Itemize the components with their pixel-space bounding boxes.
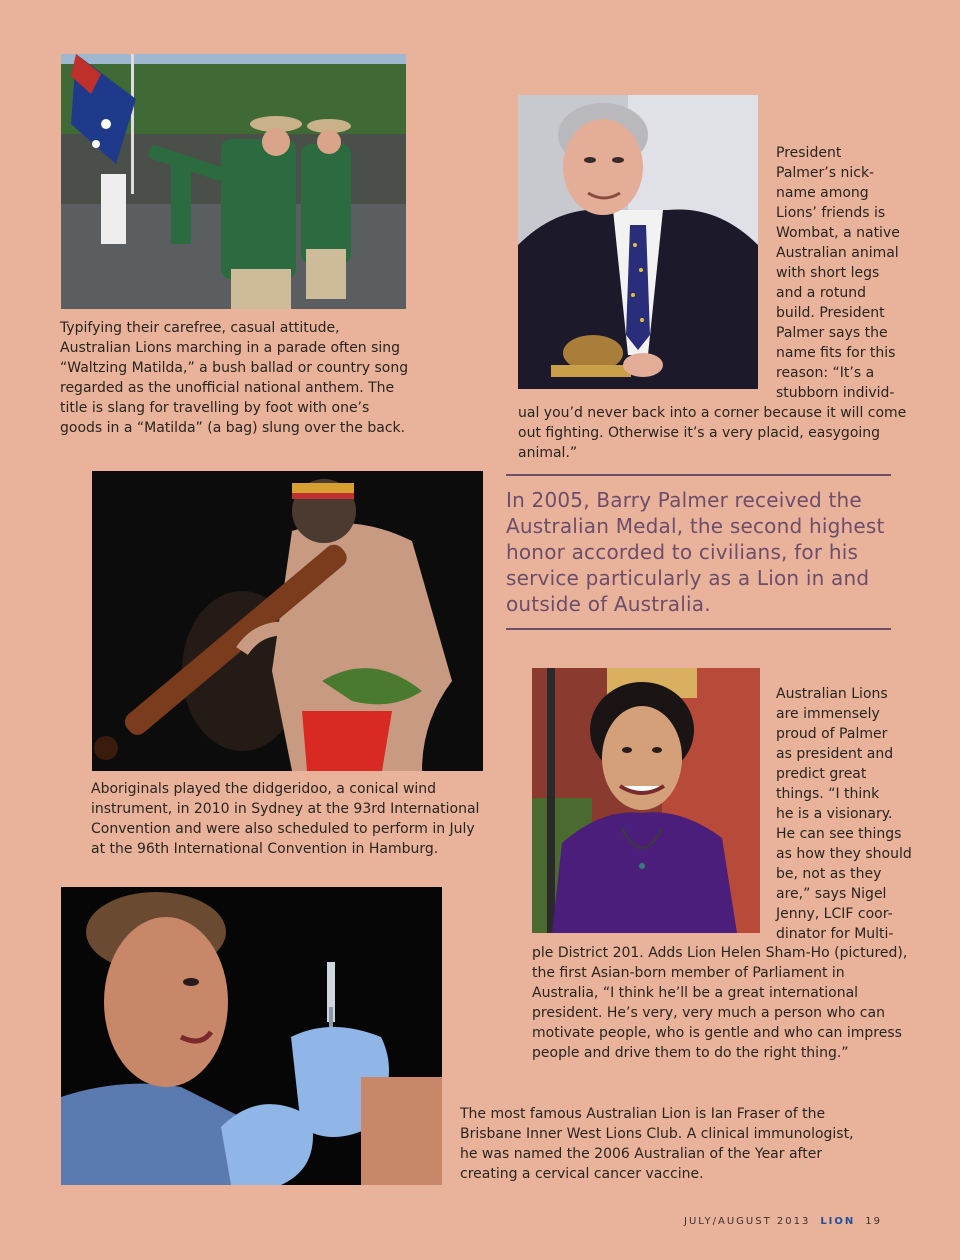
palmer-caption-line: Australian animal	[776, 245, 899, 261]
sham-ho-caption-line: as president and	[776, 746, 894, 762]
palmer-caption-line: Palmer’s nick-	[776, 165, 875, 181]
sham-ho-caption-line: be, not as they	[776, 866, 882, 882]
parade-caption: Typifying their carefree, casual attitude, Australian Lions marching in a parade often sing “Waltzing Matilda,” a bush ballad or country song regarded as the unofficial national anthem. The title is slang for travelling by foot with one’s goods in a “Matilda” (a bag) slung over the back.	[60, 320, 409, 436]
didgeridoo-photo	[92, 471, 483, 771]
sham-ho-caption-line: Australian Lions	[776, 686, 888, 702]
sham-ho-photo	[532, 668, 760, 933]
sham-ho-caption-line: predict great	[776, 766, 867, 782]
pull-quote-top-rule	[506, 474, 891, 476]
palmer-caption-line: Wombat, a native	[776, 225, 900, 241]
palmer-caption-line: with short legs	[776, 265, 880, 281]
fraser-photo	[61, 887, 442, 1185]
palmer-caption-line: Lions’ friends is	[776, 205, 886, 221]
palmer-caption-line: name fits for this	[776, 345, 896, 361]
sham-ho-caption-line: proud of Palmer	[776, 726, 888, 742]
didgeridoo-caption: Aboriginals played the didgeridoo, a conical wind instrument, in 2010 in Sydney at the 93rd International Convention and were also scheduled to perform in July at the 96th International Convention in Hamburg.	[91, 781, 480, 857]
palmer-caption-line: Palmer says the	[776, 325, 888, 341]
palmer-caption-line: stubborn individ-	[776, 385, 895, 401]
parade-photo	[61, 54, 406, 309]
sham-ho-caption-wrap	[776, 684, 916, 944]
sham-ho-caption-line: are immensely	[776, 706, 880, 722]
sham-ho-caption-line: dinator for Multi-	[776, 926, 894, 942]
sham-ho-caption-line: he is a visionary.	[776, 806, 893, 822]
sham-ho-caption-line: are,” says Nigel	[776, 886, 887, 902]
sham-ho-caption-line: He can see things	[776, 826, 902, 842]
palmer-caption-line: and a rotund	[776, 285, 866, 301]
palmer-caption-line: President	[776, 145, 842, 161]
page-footer	[684, 1216, 882, 1227]
palmer-caption-wrap	[776, 143, 906, 403]
palmer-photo	[518, 95, 758, 389]
sham-ho-caption-line: as how they should	[776, 846, 912, 862]
footer-date: JULY/AUGUST 2013	[684, 1216, 811, 1227]
palmer-caption-tail: ual you’d never back into a corner because it will come out fighting. Otherwise it’s a very placid, easygoing animal.”	[518, 405, 907, 461]
sham-ho-caption-line: Jenny, LCIF coor-	[776, 906, 893, 922]
page-number: 19	[865, 1216, 883, 1227]
palmer-caption-line: build. President	[776, 305, 885, 321]
palmer-caption-line: name among	[776, 185, 869, 201]
pull-quote: In 2005, Barry Palmer received the Australian Medal, the second highest honor accorded to civilians, for his service particularly as a Lion in and outside of Australia.	[506, 488, 885, 616]
sham-ho-caption-line: things. “I think	[776, 786, 880, 802]
footer-brand: LION	[820, 1216, 856, 1227]
sham-ho-caption-tail: ple District 201. Adds Lion Helen Sham-Ho (pictured), the first Asian-born member of Parliament in Australia, “I think he’ll be a great international president. He’s very, very much a person who can motivate people, who is gentle and who can impress people and drive them to do the right thing.”	[532, 945, 908, 1061]
palmer-caption-line: reason: “It’s a	[776, 365, 875, 381]
pull-quote-bottom-rule	[506, 628, 891, 630]
fraser-caption: The most famous Australian Lion is Ian Fraser of the Brisbane Inner West Lions Club. A clinical immunologist, he was named the 2006 Australian of the Year after creating a cervical cancer vaccine.	[460, 1106, 854, 1182]
